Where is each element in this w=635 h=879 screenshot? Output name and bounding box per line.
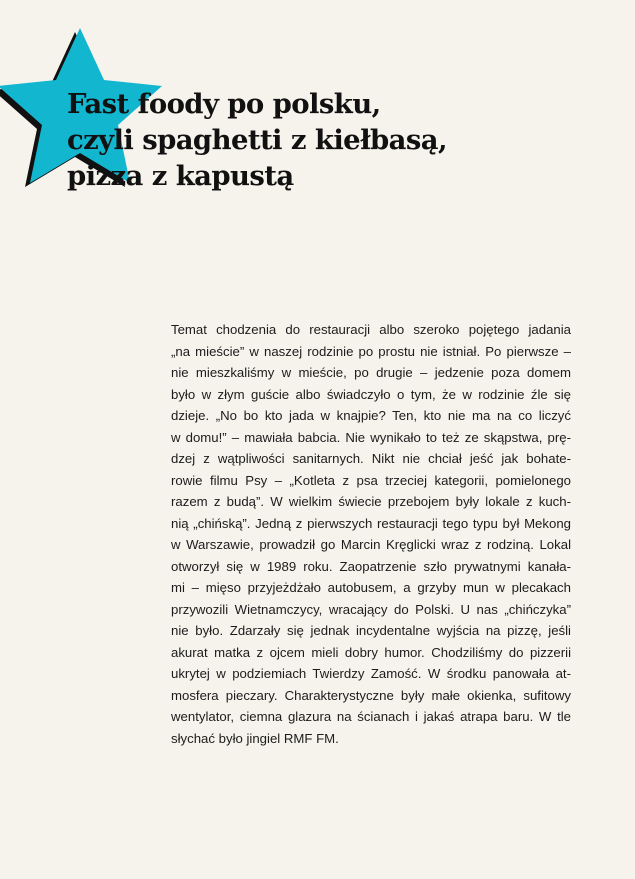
body-line: mosfera pieczary. Charakterystyczne były małe okienka, sufitowy <box>171 687 571 703</box>
body-line: akurat matka z ojcem mieli dobry humor. Chodziliśmy do pizzerii <box>171 644 571 660</box>
body-line: Temat chodzenia do restauracji albo szeroko pojętego jadania <box>171 322 571 337</box>
body-line: przywozili Wietnamczycy, wracający do Polski. U nas „chińczyka” <box>171 601 571 617</box>
body-line: otworzył się w 1989 roku. Zaopatrzenie szło prywatnymi kanała- <box>171 558 571 574</box>
body-line: w domu!” – mawiała babcia. Nie wynikało to też ze skąpstwa, prę- <box>171 429 571 445</box>
body-line: nią „chińską”. Jedną z pierwszych restauracji tego typu był Mekong <box>171 515 571 531</box>
body-line: ukrytej w podziemiach Twierdzy Zamość. W środku panowała at- <box>171 666 571 681</box>
title-line-3: pizza z kapustą <box>67 160 294 192</box>
title-line-2: czyli spaghetti z kiełbasą, <box>67 124 447 156</box>
body-line: było w złym guście albo świadczyło o tym, że w rodzinie źle się <box>171 386 571 402</box>
body-line: w Warszawie, prowadził go Marcin Kręglicki wraz z rodziną. Lokal <box>171 537 571 552</box>
body-line: mi – mięso przyjeżdżało autobusem, a grzyby mun w plecakach <box>171 580 571 595</box>
body-line-last: słychać było jingiel RMF FM. <box>171 730 339 746</box>
chapter-title <box>67 86 607 194</box>
body-line: razem z budą”. W wielkim świecie przebojem były lokale z kuch- <box>171 494 571 509</box>
body-line: nie było. Zdarzały się jednak incydentalne wyjścia na pizzę, jeśli <box>171 623 571 638</box>
body-line: dzej z wątpliwości sanitarnych. Nikt nie chciał jeść jak bohate- <box>171 451 571 466</box>
body-line: rowie filmu Psy – „Kotleta z psa trzeciej kategorii, pomielonego <box>171 472 571 488</box>
title-line-1: Fast foody po polsku, <box>67 88 381 120</box>
body-line: nie mieszkaliśmy w mieście, po drugie – jedzenie poza domem <box>171 365 571 380</box>
body-line: „na mieście” w naszej rodzinie po prostu nie istniał. Po pierwsze – <box>171 343 571 359</box>
body-line: wentylator, ciemna glazura na ścianach i jakaś atrapa baru. W tle <box>171 709 571 724</box>
body-line: dzieje. „No bo kto jada w knajpie? Ten, kto nie ma na co liczyć <box>171 408 571 423</box>
body-paragraph <box>171 319 571 749</box>
